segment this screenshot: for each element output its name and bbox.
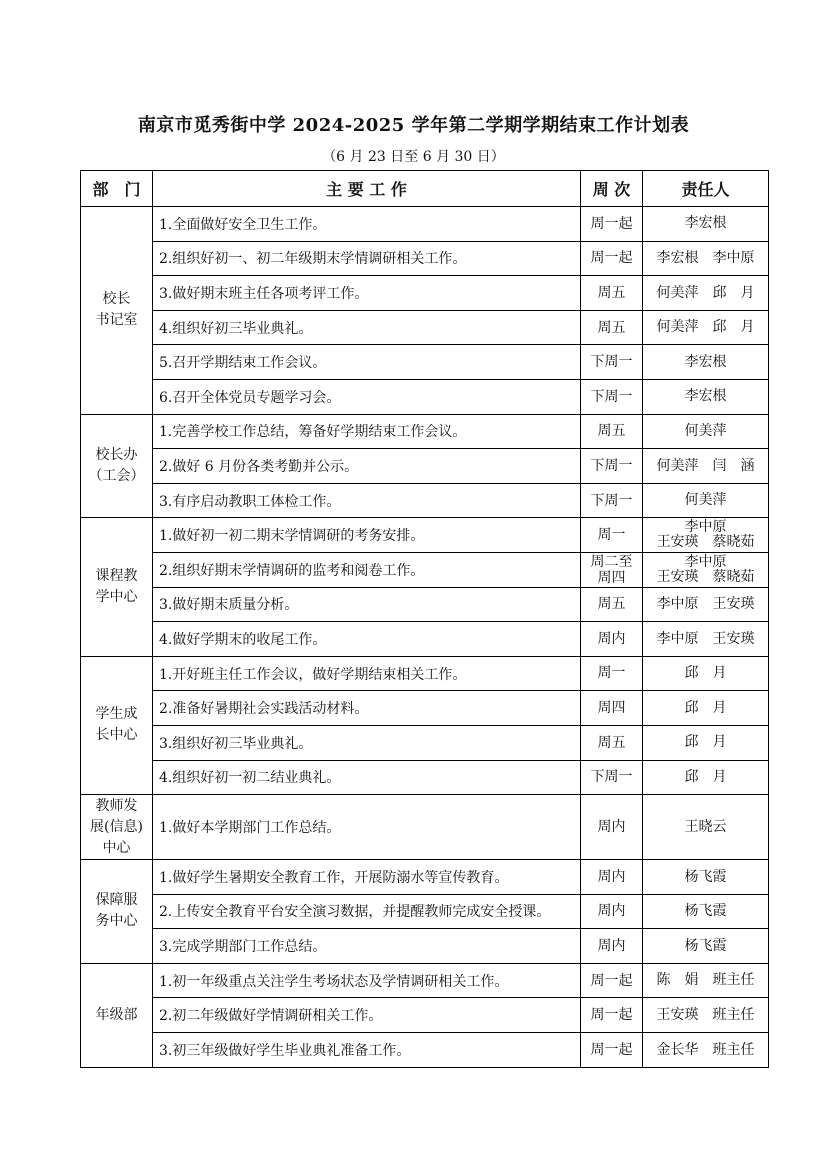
table-row: [81, 310, 769, 345]
responsible-person: 何美萍: [643, 414, 769, 449]
work-item: 6.召开全体党员专题学习会。: [153, 379, 581, 414]
department-name: 校长办 （工会）: [81, 414, 153, 518]
responsible-person: 何美萍 闫 涵: [643, 449, 769, 484]
work-item: 4.组织好初三毕业典礼。: [153, 310, 581, 345]
table-row: [81, 379, 769, 414]
work-item: 4.做好学期末的收尾工作。: [153, 622, 581, 657]
work-item: 3.组织好初三毕业典礼。: [153, 725, 581, 760]
week-cell: 周内: [581, 622, 643, 657]
table-row: [81, 795, 769, 860]
table-row: [81, 860, 769, 895]
department-name: 教师发 展(信息) 中心: [81, 795, 153, 860]
responsible-person: 杨飞霞: [643, 860, 769, 895]
week-cell: 下周一: [581, 483, 643, 518]
responsible-person: 何美萍: [643, 483, 769, 518]
responsible-person: 金长华 班主任: [643, 1033, 769, 1068]
table-body: [81, 207, 769, 1068]
week-cell: 周五: [581, 310, 643, 345]
table-row: [81, 207, 769, 242]
responsible-person: 邱 月: [643, 760, 769, 795]
week-cell: 周一起: [581, 241, 643, 276]
responsible-person: 陈 娟 班主任: [643, 963, 769, 998]
table-row: [81, 587, 769, 622]
table-header-row: [81, 171, 769, 207]
table-row: [81, 894, 769, 929]
week-cell: 周一起: [581, 963, 643, 998]
responsible-person: 王安瑛 班主任: [643, 998, 769, 1033]
header-week: 周 次: [581, 171, 643, 207]
week-cell: 周一: [581, 656, 643, 691]
work-item: 2.准备好暑期社会实践活动材料。: [153, 691, 581, 726]
work-plan-table: [80, 170, 769, 1068]
work-item: 2.组织好初一、初二年级期末学情调研相关工作。: [153, 241, 581, 276]
responsible-person: 王晓云: [643, 795, 769, 860]
responsible-person: 何美萍 邱 月: [643, 276, 769, 311]
week-cell: 周内: [581, 860, 643, 895]
week-cell: 周五: [581, 725, 643, 760]
work-item: 2.初二年级做好学情调研相关工作。: [153, 998, 581, 1033]
week-cell: 周四: [581, 691, 643, 726]
responsible-person: 杨飞霞: [643, 929, 769, 964]
responsible-person: 李中原 王安瑛: [643, 587, 769, 622]
header-work: 主 要 工 作: [153, 171, 581, 207]
responsible-person: 李宏根: [643, 345, 769, 380]
responsible-person: 李宏根: [643, 207, 769, 242]
work-item: 3.做好期末班主任各项考评工作。: [153, 276, 581, 311]
responsible-person: 李宏根 李中原: [643, 241, 769, 276]
week-cell: 周二至 周四: [581, 552, 643, 587]
table-row: [81, 518, 769, 553]
work-item: 2.上传安全教育平台安全演习数据，并提醒教师完成安全授课。: [153, 894, 581, 929]
table-row: [81, 414, 769, 449]
work-item: 2.做好 6 月份各类考勤并公示。: [153, 449, 581, 484]
responsible-person: 何美萍 邱 月: [643, 310, 769, 345]
work-item: 3.初三年级做好学生毕业典礼准备工作。: [153, 1033, 581, 1068]
table-row: [81, 276, 769, 311]
table-row: [81, 622, 769, 657]
week-cell: 周一起: [581, 998, 643, 1033]
work-item: 1.做好初一初二期末学情调研的考务安排。: [153, 518, 581, 553]
department-name: 学生成 长中心: [81, 656, 153, 794]
week-cell: 周内: [581, 929, 643, 964]
table-row: [81, 691, 769, 726]
responsible-person: 李中原 王安瑛 蔡晓茹: [643, 552, 769, 587]
table-row: [81, 552, 769, 587]
week-cell: 下周一: [581, 449, 643, 484]
document-subtitle: （6 月 23 日至 6 月 30 日）: [322, 149, 505, 165]
responsible-person: 李中原 王安瑛: [643, 622, 769, 657]
week-cell: 周一起: [581, 1033, 643, 1068]
work-item: 4.组织好初一初二结业典礼。: [153, 760, 581, 795]
responsible-person: 邱 月: [643, 725, 769, 760]
week-cell: 下周一: [581, 379, 643, 414]
responsible-person: 邱 月: [643, 691, 769, 726]
responsible-person: 邱 月: [643, 656, 769, 691]
week-cell: 周五: [581, 414, 643, 449]
table-row: [81, 929, 769, 964]
table-row: [81, 345, 769, 380]
table-row: [81, 241, 769, 276]
responsible-person: 李中原 王安瑛 蔡晓茹: [643, 518, 769, 553]
responsible-person: 杨飞霞: [643, 894, 769, 929]
table-row: [81, 449, 769, 484]
week-cell: 周五: [581, 587, 643, 622]
table-row: [81, 483, 769, 518]
department-name: 保障服 务中心: [81, 860, 153, 964]
document-title: 南京市觅秀街中学 2024-2025 学年第二学期学期结束工作计划表: [137, 115, 690, 136]
header-dept: 部 门: [81, 171, 153, 207]
table-row: [81, 656, 769, 691]
work-item: 3.完成学期部门工作总结。: [153, 929, 581, 964]
week-cell: 周一: [581, 518, 643, 553]
department-name: 校长 书记室: [81, 207, 153, 415]
week-cell: 周五: [581, 276, 643, 311]
week-cell: 周内: [581, 894, 643, 929]
week-cell: 周内: [581, 795, 643, 860]
week-cell: 下周一: [581, 760, 643, 795]
week-cell: 下周一: [581, 345, 643, 380]
table-row: [81, 760, 769, 795]
work-item: 3.做好期末质量分析。: [153, 587, 581, 622]
header-person: 责任人: [643, 171, 769, 207]
table-row: [81, 725, 769, 760]
week-cell: 周一起: [581, 207, 643, 242]
work-item: 5.召开学期结束工作会议。: [153, 345, 581, 380]
work-item: 1.做好学生暑期安全教育工作，开展防溺水等宣传教育。: [153, 860, 581, 895]
work-item: 1.完善学校工作总结，筹备好学期结束工作会议。: [153, 414, 581, 449]
responsible-person: 李宏根: [643, 379, 769, 414]
work-item: 2.组织好期末学情调研的监考和阅卷工作。: [153, 552, 581, 587]
table-row: [81, 998, 769, 1033]
table-row: [81, 963, 769, 998]
table-row: [81, 1033, 769, 1068]
work-item: 1.开好班主任工作会议，做好学期结束相关工作。: [153, 656, 581, 691]
work-item: 1.做好本学期部门工作总结。: [153, 795, 581, 860]
department-name: 年级部: [81, 963, 153, 1067]
work-item: 3.有序启动教职工体检工作。: [153, 483, 581, 518]
work-item: 1.初一年级重点关注学生考场状态及学情调研相关工作。: [153, 963, 581, 998]
department-name: 课程教 学中心: [81, 518, 153, 656]
work-item: 1.全面做好安全卫生工作。: [153, 207, 581, 242]
